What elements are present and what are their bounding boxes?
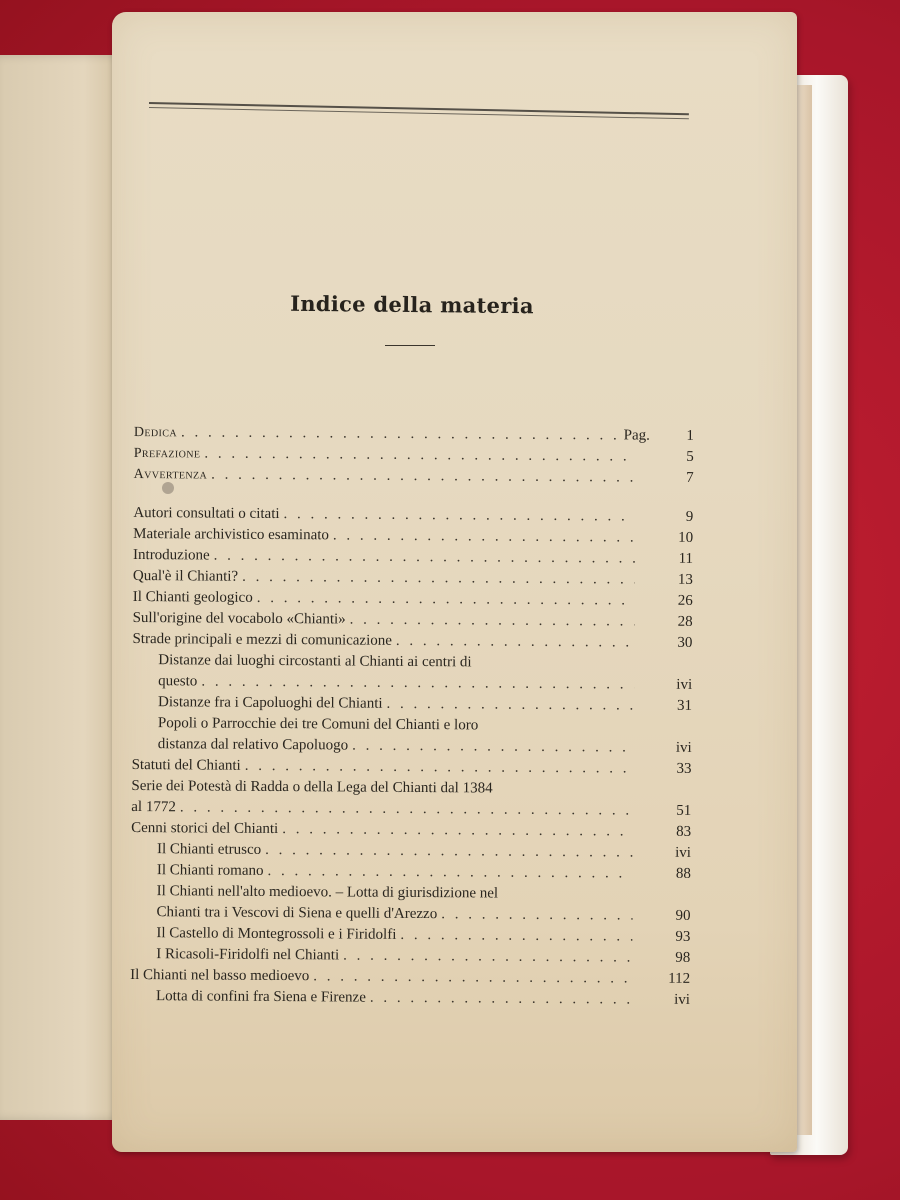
toc-entry-label: Qual'è il Chianti? [132, 567, 239, 585]
toc-entry-label: al 1772 [131, 798, 176, 816]
toc-entry-page: 112 [668, 970, 691, 987]
leader-dots [386, 696, 634, 715]
toc-entry-label: Serie dei Potestà di Radda o della Lega del Chianti dal 1384 [131, 777, 493, 797]
toc-entry-label: Distanze dai luoghi circostanti al Chianti ai centri di [158, 652, 472, 671]
toc-entry-label: I Ricasoli-Firidolfi nel Chianti [156, 946, 340, 964]
toc-entry-page: 1 [686, 427, 694, 444]
toc-entry-label: Avvertenza [133, 466, 208, 483]
toc-entry-page: 31 [676, 697, 693, 714]
toc-entry-page: 28 [677, 613, 693, 630]
toc-entry-page: ivi [675, 844, 692, 861]
toc-entry-label: Il Chianti etrusco [156, 841, 262, 858]
toc-entry-label: Introduzione [133, 546, 210, 564]
toc-entry-label: Lotta di confini fra Siena e Firenze [155, 988, 366, 1006]
toc-entry-label: Il Castello di Montegrossoli e i Firidolfi [156, 925, 397, 943]
toc-entry-page: 88 [675, 865, 691, 882]
toc-entry-label: Il Chianti nel basso medioevo [130, 966, 310, 985]
toc-entry-label: Il Chianti romano [156, 862, 264, 879]
toc-entry-page: ivi [675, 739, 692, 756]
toc-entry-page: 26 [677, 592, 693, 609]
page-title: Indice della materia [290, 290, 534, 319]
toc-entry-page: 33 [676, 760, 692, 777]
leader-dots [396, 633, 635, 652]
toc-entry-page: 11 [678, 550, 694, 567]
leader-dots [343, 947, 632, 966]
toc-entry-page: ivi [676, 676, 693, 693]
toc-entry-label: Popoli o Parrocchie dei tre Comuni del Chianti e loro [157, 715, 479, 734]
toc-entry-label: questo [158, 673, 198, 690]
toc-entry-label: Il Chianti geologico [132, 588, 253, 606]
toc-entry-page: 51 [676, 802, 692, 819]
toc-entry-page: 98 [675, 949, 691, 966]
toc-entry-label: Statuti del Chianti [131, 756, 241, 774]
book-page [112, 12, 797, 1152]
table-of-contents [130, 420, 694, 1009]
pag-label: Pag. [623, 427, 650, 444]
leader-dots [400, 927, 632, 946]
leader-dots [333, 527, 635, 546]
toc-entry-label: Materiale archivistico esaminato [133, 525, 330, 544]
toc-entry-label: Dedica [133, 424, 178, 441]
leader-dots [441, 906, 632, 924]
leader-dots [370, 990, 632, 1009]
toc-entry-page: 93 [675, 928, 691, 945]
toc-entry-page: 13 [677, 571, 693, 588]
toc-entry-label: Prefazione [133, 445, 201, 462]
leader-dots [313, 968, 632, 987]
toc-entry-label: Distanze fra i Capoluoghi del Chianti [157, 694, 383, 712]
toc-entry-avvertenza [134, 462, 694, 487]
toc-entry-page: 90 [675, 907, 691, 924]
title-underline [385, 345, 435, 346]
toc-entry-page: 10 [678, 529, 694, 546]
toc-entry-label: Il Chianti nell'alto medioevo. – Lotta di giurisdizione nel [156, 883, 499, 902]
toc-entry [130, 984, 690, 1009]
toc-entry-label: distanza dal relativo Capoluogo [157, 736, 349, 754]
toc-entry-page: 5 [686, 448, 694, 465]
toc-entry-label: Sull'origine del vocabolo «Chianti» [132, 609, 346, 628]
leader-dots [350, 612, 635, 631]
toc-entry-label: Chianti tra i Vescovi di Siena e quelli d'Arezzo [156, 904, 438, 923]
paper-spot [162, 482, 174, 494]
toc-entry-page: 9 [685, 508, 694, 525]
leader-dots [211, 467, 636, 487]
toc-entry-label: Strade principali e mezzi di comunicazione [132, 630, 393, 649]
toc-entry-page: 30 [677, 634, 693, 651]
toc-entry-label: Cenni storici del Chianti [131, 819, 279, 838]
leader-dots [352, 738, 634, 757]
toc-entry-label: Autori consultati o citati [133, 504, 280, 523]
toc-entry-page: 83 [676, 823, 692, 840]
toc-entry-page: ivi [674, 991, 691, 1008]
toc-entry-page: 7 [686, 469, 694, 486]
